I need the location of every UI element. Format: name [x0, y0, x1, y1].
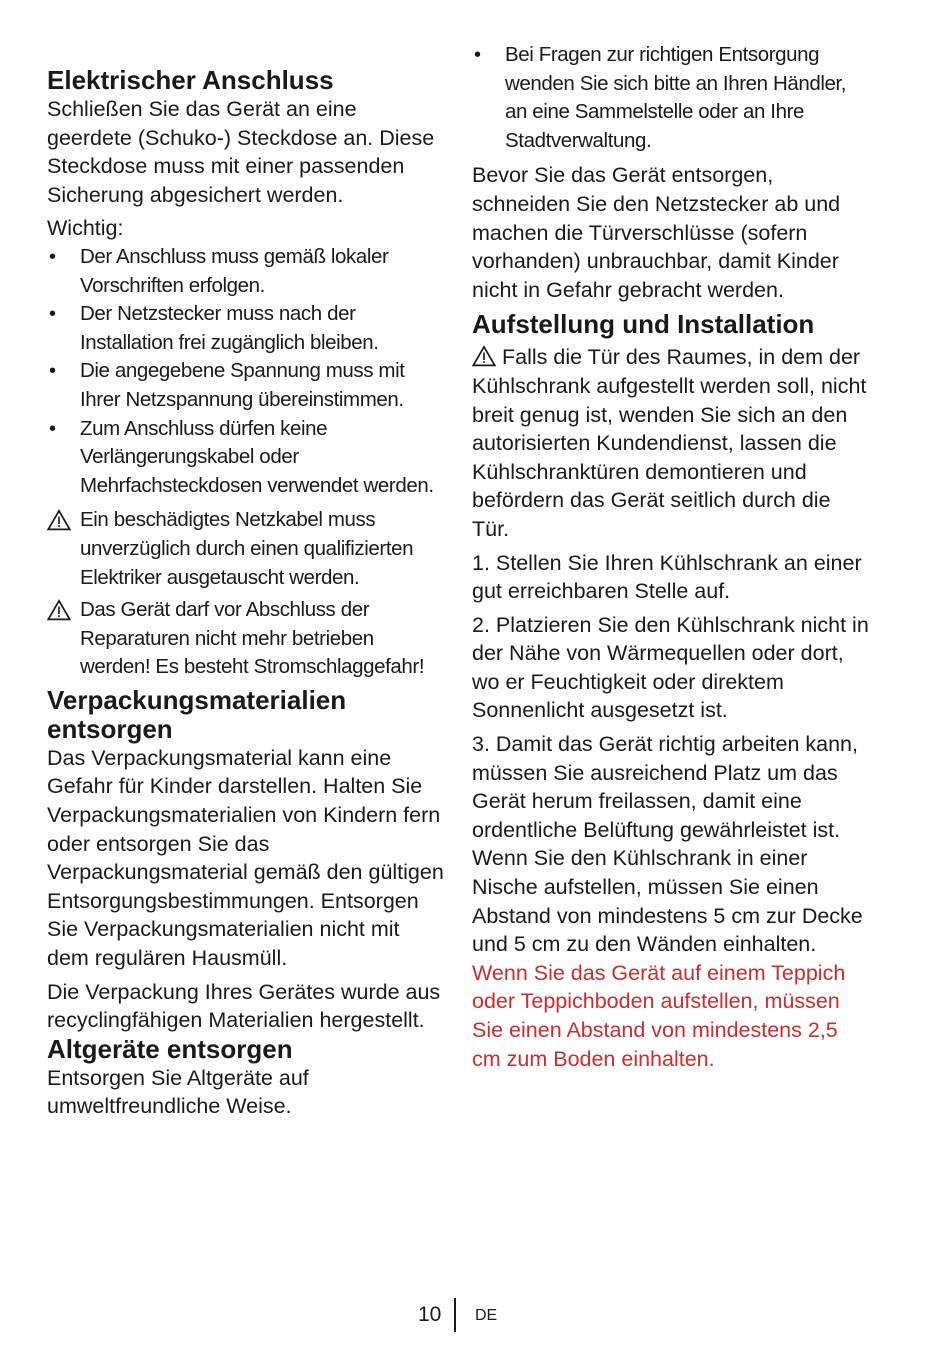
- language-code: DE: [475, 1307, 498, 1324]
- list-item: • Die angegebene Spannung muss mit Ihrer Netzspannung übereinstimmen.: [49, 359, 405, 411]
- list-item: • Der Anschluss muss gemäß lokaler Vorschriften erfolgen.: [49, 244, 389, 297]
- bullet-icon: •: [49, 245, 56, 268]
- bullet-icon: •: [49, 417, 56, 440]
- heading-electrical-connection: Elektrischer Anschluss: [47, 65, 334, 95]
- warning-electric-shock: Das Gerät darf vor Abschluss der Reparaturen nicht mehr betrieben werden! Es besteht Stromschlaggefahr!: [47, 596, 447, 682]
- page-footer: [0, 1298, 950, 1334]
- installation-step-2: 2. Platzieren Sie den Kühlschrank nicht in der Nähe von Wärmequellen oder dort, wo er Feuchtigkeit oder direktem Sonnenlicht ausgesetzt ist.: [472, 612, 869, 723]
- left-column: [47, 66, 447, 1126]
- heading-installation: Aufstellung und Installation: [472, 309, 815, 340]
- list-item: • Der Netzstecker muss nach der Installation frei zugänglich bleiben.: [49, 302, 379, 354]
- warning-damaged-cable: Ein beschädigtes Netzkabel muss unverzüglich durch einen qualifizierten Elektriker ausgetauscht werden.: [47, 506, 447, 592]
- important-label: Wichtig:: [47, 216, 124, 241]
- disposal-paragraph: Bevor Sie das Gerät entsorgen, schneiden Sie den Netzstecker ab und machen die Türverschlüsse (sofern vorhanden) unbrauchbar, damit Kinder nicht in Gefahr gebracht werden.: [472, 163, 841, 302]
- warning-triangle-icon: [472, 345, 496, 367]
- packaging-paragraph-2: Die Verpackung Ihres Gerätes wurde aus recyclingfähigen Materialien hergestellt.: [47, 979, 441, 1033]
- installation-step-3: 3. Damit das Gerät richtig arbeiten kann, müssen Sie ausreichend Platz um das Gerät herum freilassen, damit eine ordentliche Belüftung gewährleistet ist. Wenn Sie den Kühlschrank in einer Nische aufstellen, müssen Sie einen Abstand von mindestens 5 cm zur Decke und 5 cm zu den Wänden einhalten. Wenn Sie das Gerät auf einem Teppich oder Teppichboden aufstellen, müssen Sie einen Abstand von mindestens 2,5 cm zum Boden einhalten.: [472, 732, 863, 1071]
- warning-door-width: Falls die Tür des Raumes, in dem der Kühlschrank aufgestellt werden soll, nicht breit genug ist, wenden Sie sich an den autorisierten Kundendienst, lassen die Kühlschranktüren demontieren und befördern das Gerät seitlich durch die Tür.: [472, 345, 867, 541]
- installation-step-1: 1. Stellen Sie Ihren Kühlschrank an einer gut erreichbaren Stelle auf.: [472, 550, 862, 604]
- footer-divider: [454, 1298, 456, 1332]
- warning-triangle-icon: [47, 509, 71, 531]
- bullet-icon: •: [474, 44, 481, 66]
- list-item: • Bei Fragen zur richtigen Entsorgung wenden Sie sich bitte an Ihren Händler, an eine Sammelstelle oder an Ihre Stadtverwaltung.: [474, 43, 847, 152]
- list-item: • Zum Anschluss dürfen keine Verlängerungskabel oder Mehrfachsteckdosen verwendet werden.: [49, 416, 434, 497]
- bullet-icon: •: [49, 303, 56, 326]
- bullet-icon: •: [49, 360, 56, 383]
- right-column: [472, 41, 872, 1078]
- warning-triangle-icon: [47, 599, 71, 621]
- heading-packaging-disposal: Verpackungsmaterialien entsorgen: [47, 684, 347, 744]
- old-devices-paragraph: Entsorgen Sie Altgeräte auf umweltfreundliche Weise.: [47, 1065, 309, 1119]
- electrical-intro: Schließen Sie das Gerät an eine geerdete (Schuko-) Steckdose an. Diese Steckdose muss mit einer passenden Sicherung abgesichert werden.: [47, 97, 435, 207]
- electrical-bullet-list: [47, 243, 447, 500]
- packaging-paragraph-1: Das Verpackungsmaterial kann eine Gefahr für Kinder darstellen. Halten Sie Verpackungsmaterialien von Kindern fern oder entsorgen Sie das Verpackungsmaterial gemäß den gültigen Entsorgungsbestimmungen. Entsorgen Sie Verpackungsmaterialien nicht mit dem regulären Hausmüll.: [47, 745, 444, 971]
- carpet-clearance-note: Wenn Sie das Gerät auf einem Teppich oder Teppichboden aufstellen, müssen Sie einen Abstand von mindestens 2,5 cm zum Boden einhalten.: [472, 960, 846, 1071]
- disposal-bullet-list: [472, 41, 872, 155]
- heading-old-devices: Altgeräte entsorgen: [47, 1033, 293, 1064]
- page-number: 10: [418, 1303, 442, 1326]
